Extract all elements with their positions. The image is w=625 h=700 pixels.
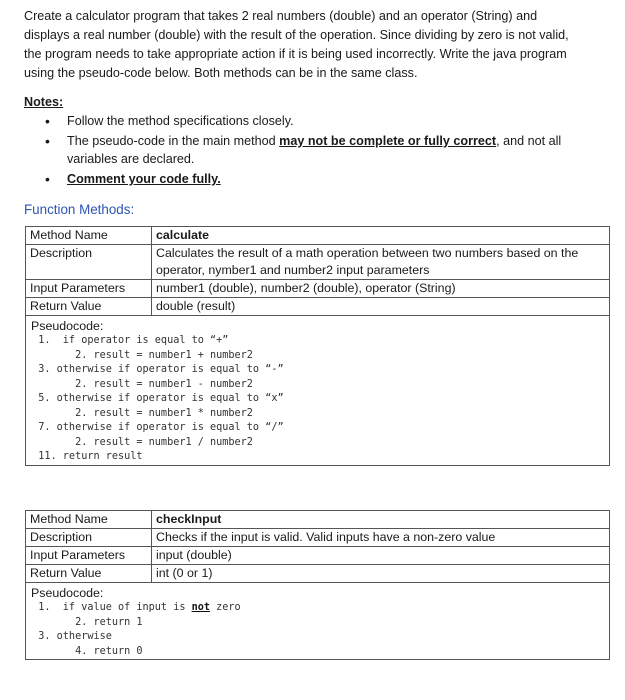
label-cell: Method Name (26, 227, 152, 245)
label-cell: Return Value (26, 298, 152, 316)
checkinput-spec-table (25, 510, 610, 583)
note-text: The pseudo-code in the main method (67, 134, 280, 148)
note-item (24, 112, 594, 130)
code-line: 11. return result (26, 451, 143, 462)
table-row (26, 298, 610, 316)
calculate-spec-table (25, 226, 610, 316)
notes-heading: Notes: (24, 95, 64, 109)
code-line: 4. return 0 (26, 645, 143, 657)
section-title: Function Methods: (24, 202, 135, 217)
intro-paragraph: Create a calculator program that takes 2 real numbers (double) and an operator (String) and displays a real number (double) with the result of the operation. Since dividing by zero is not valid, the program needs to take appropriate action if it is being used incorrectly. Write the java program using the pseudo-code below. Both methods can be in the same class. (24, 9, 569, 80)
pseudocode-box (25, 583, 610, 660)
note-text: , and not all variables are declared. (67, 134, 562, 166)
pseudocode-box (25, 316, 610, 466)
label-cell: Method Name (26, 511, 152, 529)
method-name-value: checkInput (152, 511, 610, 529)
table-row (26, 227, 610, 245)
input-parameters-value: input (double) (152, 547, 610, 565)
table-row (26, 529, 610, 547)
return-value: double (result) (152, 298, 610, 316)
label-cell: Input Parameters (26, 280, 152, 298)
pseudocode-label: Pseudocode: (31, 319, 104, 333)
pseudocode-label: Pseudocode: (31, 586, 104, 600)
checkinput-method-table (25, 510, 610, 660)
code-line: 5. otherwise if operator is equal to “x” (26, 393, 284, 404)
label-cell: Description (26, 529, 152, 547)
table-row (26, 280, 610, 298)
table-row (26, 547, 610, 565)
label-cell: Return Value (26, 565, 152, 583)
code-emphasis: not (191, 602, 211, 613)
label-cell: Input Parameters (26, 547, 152, 565)
code-line: 2. result = number1 / number2 (26, 436, 253, 448)
code-line: 2. return 1 (26, 616, 143, 628)
method-name-value: calculate (152, 227, 610, 245)
note-text: Follow the method specifications closely. (67, 114, 294, 128)
table-row (26, 565, 610, 583)
table-row (26, 245, 610, 280)
input-parameters-value: number1 (double), number2 (double), operator (String) (152, 280, 610, 298)
code-line: 7. otherwise if operator is equal to “/” (26, 422, 284, 433)
code-line (26, 601, 609, 616)
code-text: zero (210, 602, 241, 613)
table-row (26, 511, 610, 529)
code-line: 3. otherwise if operator is equal to “-” (26, 364, 284, 375)
description-value: Calculates the result of a math operation between two numbers based on the operator, nymber1 and number2 input parameters (152, 245, 610, 280)
note-item (24, 170, 594, 188)
code-line: 1. if operator is equal to “+” (26, 335, 229, 346)
code-line: 2. result = number1 + number2 (26, 349, 253, 361)
note-item (24, 132, 594, 168)
code-line: 3. otherwise (26, 631, 112, 642)
code-line: 2. result = number1 - number2 (26, 378, 253, 390)
return-value: int (0 or 1) (152, 565, 610, 583)
notes-list (24, 112, 594, 190)
code-text: 1. if value of input is (26, 602, 192, 613)
description-value: Checks if the input is valid. Valid inputs have a non-zero value (152, 529, 610, 547)
code-line: 2. result = number1 * number2 (26, 407, 253, 419)
calculate-method-table (25, 226, 610, 466)
note-emphasis: may not be complete or fully correct (279, 134, 497, 148)
note-emphasis: Comment your code fully. (67, 172, 221, 186)
label-cell: Description (26, 245, 152, 280)
